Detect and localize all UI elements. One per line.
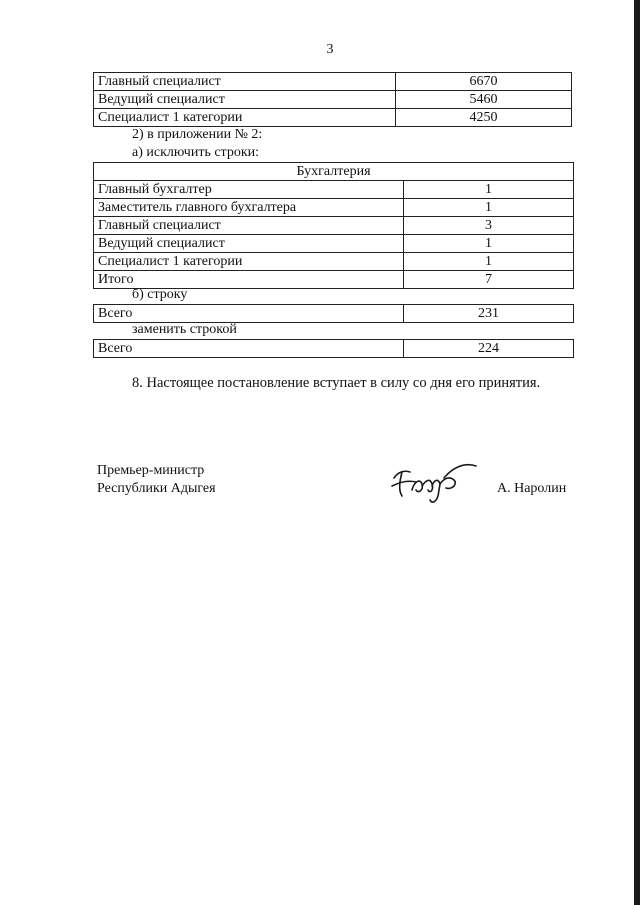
signatory-name: А. Наролин [497, 481, 567, 496]
table-row [94, 340, 574, 358]
count-value: 3 [404, 217, 574, 235]
department-header: Бухгалтерия [94, 163, 574, 181]
count-value: 1 [404, 235, 574, 253]
row-b-label: б) строку [132, 287, 188, 302]
exclude-rows-label: а) исключить строки: [132, 145, 260, 160]
position-label: Главный специалист [94, 217, 404, 235]
table-row [94, 91, 572, 109]
salary-table [93, 72, 572, 127]
appendix-2-heading: 2) в приложении № 2: [132, 127, 263, 142]
accounting-staff-table [93, 162, 574, 289]
count-value: 1 [404, 199, 574, 217]
position-label: Заместитель главного бухгалтера [94, 199, 404, 217]
position-label: Главный специалист [94, 73, 396, 91]
total-old-table [93, 304, 574, 323]
position-label: Ведущий специалист [94, 235, 404, 253]
table-row [94, 253, 574, 271]
salary-value: 5460 [396, 91, 572, 109]
position-label: Специалист 1 категории [94, 109, 396, 127]
page-edge-shadow [634, 0, 640, 905]
total-label: Итого [94, 271, 404, 289]
page-number: 3 [326, 42, 334, 57]
table-header-row [94, 163, 574, 181]
total-value: 7 [404, 271, 574, 289]
total-value: 231 [404, 305, 574, 323]
salary-value: 6670 [396, 73, 572, 91]
table-row [94, 181, 574, 199]
total-value: 224 [404, 340, 574, 358]
table-row [94, 235, 574, 253]
table-row [94, 305, 574, 323]
position-label: Главный бухгалтер [94, 181, 404, 199]
table-row [94, 109, 572, 127]
table-row [94, 199, 574, 217]
position-label: Ведущий специалист [94, 91, 396, 109]
table-row [94, 217, 574, 235]
signatory-title-line1: Премьер-министр [97, 463, 205, 478]
table-row [94, 73, 572, 91]
replace-with-label: заменить строкой [132, 322, 237, 337]
total-label: Всего [94, 340, 404, 358]
handwritten-signature [388, 460, 484, 506]
salary-value: 4250 [396, 109, 572, 127]
total-new-table [93, 339, 574, 358]
count-value: 1 [404, 181, 574, 199]
clause-8-text: 8. Настоящее постановление вступает в силу со дня его принятия. [132, 375, 541, 391]
count-value: 1 [404, 253, 574, 271]
table-row-total [94, 271, 574, 289]
signatory-title-line2: Республики Адыгея [97, 481, 216, 496]
position-label: Специалист 1 категории [94, 253, 404, 271]
total-label: Всего [94, 305, 404, 323]
